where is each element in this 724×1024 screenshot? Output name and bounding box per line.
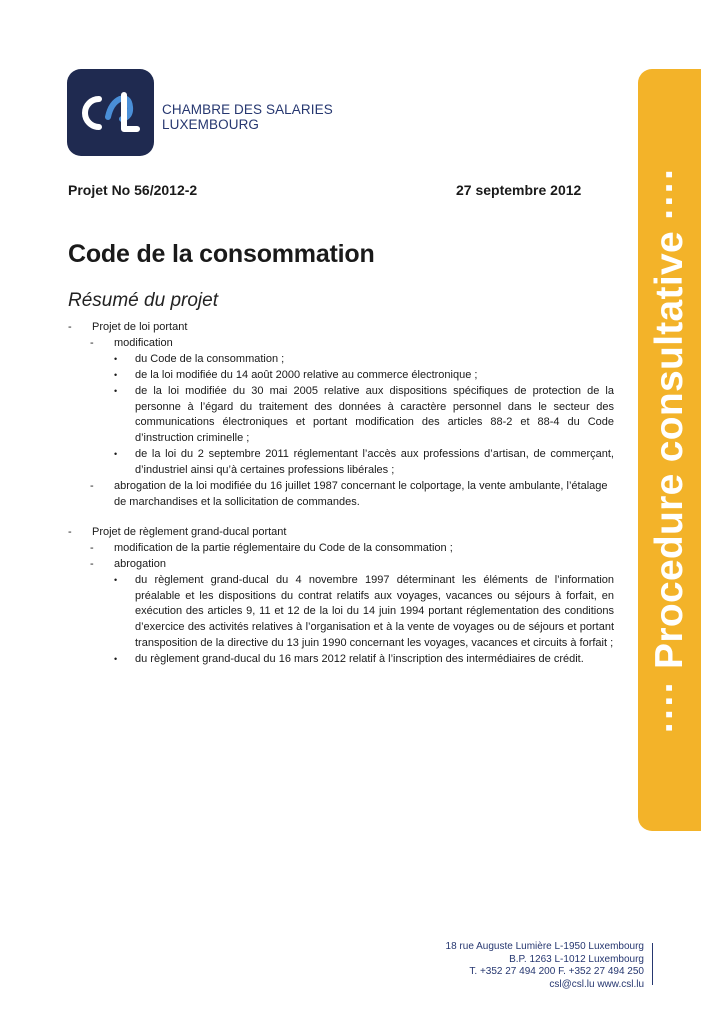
list-item-text: du règlement grand-ducal du 4 novembre 1997 déterminant les éléments de l’information préalable et les dispositions du contrat relatifs aux voyages, vacances ou séjours à forfait, en exécution des articles 9, 11 et 12 de la loi du 14 juin 1994 portant réglementation des conditions d’exercice des activités relatives à l’organisation et à la vente de voyages ou de séjours et portant transposition de la directive du 13 juin 1990 concernant les voyages, vacances et circuits à forfait ;	[135, 573, 614, 650]
bullet-marker: •	[114, 574, 118, 585]
footer-address	[446, 941, 644, 991]
document-date: 27 septembre 2012	[456, 182, 582, 198]
dash-marker: -	[90, 336, 94, 349]
dash-marker: -	[68, 525, 72, 538]
bullet-marker: •	[114, 369, 118, 380]
list-item-text: de la loi du 2 septembre 2011 réglementant l’accès aux professions d’artisan, de commerçant, d’industriel ainsi qu’à certaines professions libérales ;	[135, 448, 614, 477]
project-summary-list	[68, 320, 614, 668]
footer-contact-web: csl@csl.lu www.csl.lu	[549, 978, 644, 990]
footer-phone-fax: T. +352 27 494 200 F. +352 27 494 250	[469, 966, 644, 978]
list-item-text: Projet de règlement grand-ducal portant	[92, 525, 287, 538]
list-item-text: modification de la partie réglementaire du Code de la consommation ;	[114, 541, 453, 554]
list-item-level-2	[68, 557, 614, 573]
list-item-text: du règlement grand-ducal du 16 mars 2012 relatif à l’inscription des intermédiaires de crédit.	[135, 653, 584, 666]
organization-name	[162, 102, 333, 132]
csl-logo-mark	[67, 69, 154, 156]
footer-address-line1: 18 rue Auguste Lumière L-1950 Luxembourg	[445, 941, 644, 952]
list-item-level-1	[68, 320, 614, 336]
list-item-level-3	[68, 384, 614, 448]
list-item-text: modification	[114, 336, 173, 349]
bullet-marker: •	[114, 449, 118, 460]
dash-marker: -	[90, 541, 94, 554]
list-item-text: abrogation	[114, 557, 166, 570]
list-item-text: abrogation de la loi modifiée du 16 juillet 1987 concernant le colportage, la vente ambulante, l’étalage de marchandises et la sollicitation de commandes.	[114, 480, 608, 508]
footer-address-line2: B.P. 1263 L-1012 Luxembourg	[509, 953, 644, 965]
dash-marker: -	[90, 480, 94, 493]
project-number: Projet No 56/2012-2	[68, 182, 198, 198]
list-item-level-2	[68, 336, 614, 352]
dash-marker: -	[90, 557, 94, 570]
document-title: Code de la consommation	[68, 240, 375, 268]
list-item-level-3	[68, 652, 614, 668]
footer-divider	[652, 943, 653, 985]
bullet-marker: •	[114, 353, 118, 364]
list-item-level-3	[68, 573, 614, 653]
list-item-text: du Code de la consommation ;	[135, 352, 285, 365]
bullet-marker: •	[114, 654, 118, 665]
list-item-text: Projet de loi portant	[92, 321, 188, 333]
list-item-text: de la loi modifiée du 14 août 2000 relative au commerce électronique ;	[135, 368, 478, 381]
list-item-level-2	[68, 479, 614, 511]
dash-marker: -	[68, 321, 72, 333]
procedure-sidebar	[638, 69, 701, 831]
list-spacer	[68, 511, 614, 525]
list-item-level-3	[68, 368, 614, 384]
csl-logo	[67, 69, 154, 156]
organization-name-line1: CHAMBRE DES SALARIES	[162, 102, 333, 117]
bullet-marker: •	[114, 385, 118, 396]
list-item-text: de la loi modifiée du 30 mai 2005 relative aux dispositions spécifiques de protection de la personne à l’égard du traitement des données à caractère personnel dans le secteur des communications électroniques et portant modification des articles 88-2 et 88-4 du Code d’instruction criminelle ;	[135, 384, 614, 445]
procedure-sidebar-text: ···· Procedure consultative ····	[647, 166, 691, 734]
document-subtitle: Résumé du projet	[68, 290, 218, 311]
organization-name-line2: LUXEMBOURG	[162, 117, 260, 132]
list-item-level-3	[68, 447, 614, 479]
list-item-level-1	[68, 525, 614, 541]
list-item-level-2	[68, 541, 614, 557]
list-item-level-3	[68, 352, 614, 368]
